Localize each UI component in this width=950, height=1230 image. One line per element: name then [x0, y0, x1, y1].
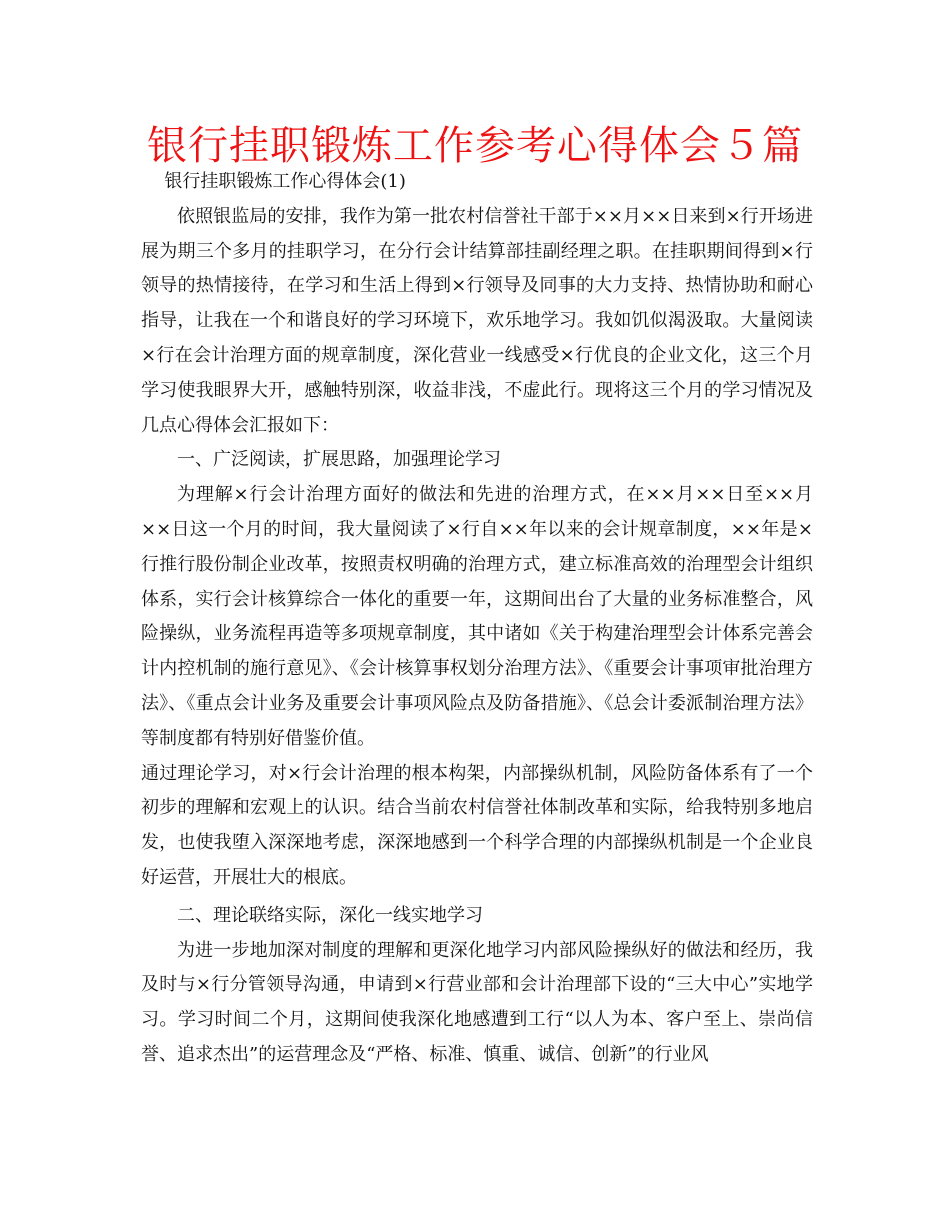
paragraph-section-1-summary: 通过理论学习，对×行会计治理的根本构架，内部操纵机制，风险防备体系有了一个初步的理解和宏观上的认识。结合当前农村信誉社体制改革和实际，给我特别多地启发，也使我堕入深深地考虑，深深地感到一个科学合理的内部操纵机制是一个企业良好运营，开展壮大的根底。 [141, 762, 813, 888]
paragraph-intro: 依照银监局的安排，我作为第一批农村信誉社干部于××月××日来到×行开场进展为期三个多月的挂职学习，在分行会计结算部挂副经理之职。在挂职期间得到×行领导的热情接待，在学习和生活上得到×行领导及同事的大力支持、热情协助和耐心指导，让我在一个和谐良好的学习环境下，欢乐地学习。我如饥似渴汲取。大量阅读×行在会计治理方面的规章制度，深化营业一线感受×行优良的企业文化，这三个月学习使我眼界大开，感触特别深，收益非浅，不虚此行。现将这三个月的学习情况及几点心得体会汇报如下： [141, 205, 813, 436]
paragraph-section-2: 为进一步地加深对制度的理解和更深化地学习内部风险操纵好的做法和经历，我及时与×行分管领导沟通，申请到×行营业部和会计治理部下设的“三大中心”实地学习。学习时间二个月，这期间使我深化地感遭到工行“以人为本、客户至上、崇尚信誉、追求杰出”的运营理念及“严格、标准、慎重、诚信、创新”的行业风 [141, 939, 813, 1065]
section-heading-2: 二、理论联络实际，深化一线实地学习 [177, 904, 483, 926]
document-body [141, 165, 813, 1073]
document-subtitle: 银行挂职锻炼工作心得体会(1) [164, 171, 406, 192]
paragraph-section-1: 为理解×行会计治理方面好的做法和先进的治理方式，在××月××日至××月××日这一个月的时间，我大量阅读了×行自××年以来的会计规章制度，××年是×行推行股份制企业改革，按照责权明确的治理方式，建立标准高效的治理型会计组织体系，实行会计核算综合一体化的重要一年，这期间出台了大量的业务标准整合，风险操纵，业务流程再造等多项规章制度，其中诸如《关于构建治理型会计体系完善会计内控机制的施行意见》、《会计核算事权划分治理方法》、《重要会计事项审批治理方法》、《重点会计业务及重要会计事项风险点及防备措施》、《总会计委派制治理方法》等制度都有特别好借鉴价值。 [141, 484, 813, 749]
section-heading-1: 一、广泛阅读，扩展思路，加强理论学习 [177, 449, 501, 471]
document-title: 银行挂职锻炼工作参考心得体会５篇 [147, 123, 803, 169]
